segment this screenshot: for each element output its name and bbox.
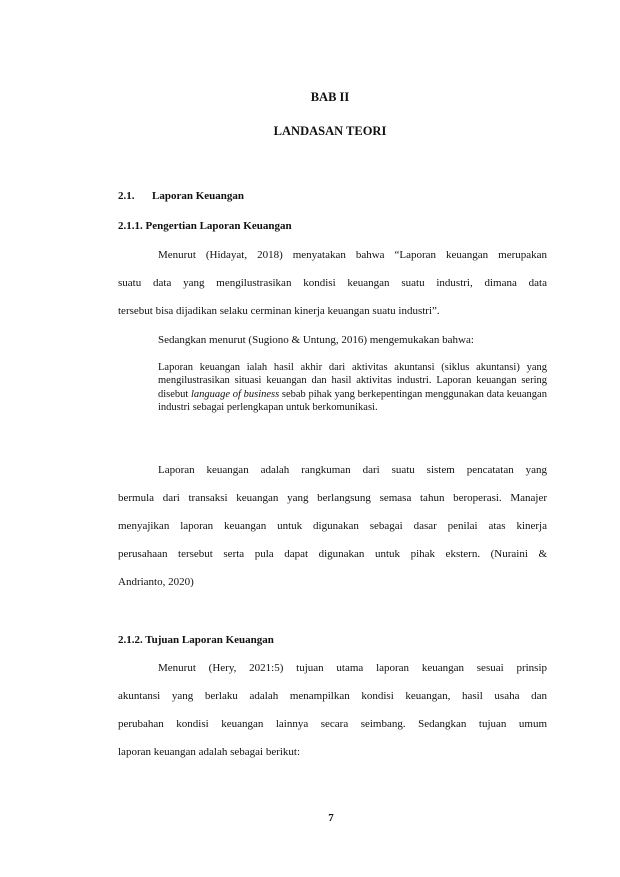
paragraph-3-line-1: Laporan keuangan adalah rangkuman dari suatu sistem pencatatan yang [158,464,547,476]
quote-italic-term: language of business [191,388,280,400]
section-number: 2.1. [118,190,135,202]
quote-text-start: Laporan keuangan ialah hasil akhir dari aktivitas akuntansi (siklus akuntansi) yang mengilustrasikan situasi keuangan dan hasil aktivitas industri. Laporan keuangan sering disebut [158,362,547,400]
paragraph-4-line-2: akuntansi yang berlaku adalah menampilkan kondisi keuangan, hasil usaha dan [118,690,547,702]
paragraph-1-line-1: Menurut (Hidayat, 2018) menyatakan bahwa “Laporan keuangan merupakan [158,249,547,261]
paragraph-3-line-5: Andrianto, 2020) [118,576,194,588]
paragraph-1-line-3: tersebut bisa dijadikan selaku cerminan kinerja keuangan suatu industri”. [118,305,440,317]
paragraph-3-line-2: bermula dari transaksi keuangan yang berlangsung semasa tahun beroperasi. Manajer [118,492,547,504]
paragraph-4-line-1: Menurut (Hery, 2021:5) tujuan utama laporan keuangan sesuai prinsip [158,662,547,674]
chapter-title: LANDASAN TEORI [273,124,387,138]
paragraph-3-line-4: perusahaan tersebut serta pula dapat digunakan untuk pihak ekstern. (Nuraini & [118,548,547,560]
subsection-heading-2: 2.1.2. Tujuan Laporan Keuangan [118,634,274,646]
paragraph-4-line-3: perubahan kondisi keuangan lainnya secara seimbang. Sedangkan tujuan umum [118,718,547,730]
section-heading [118,190,244,202]
page-number: 7 [328,812,334,824]
block-quote [158,361,547,414]
paragraph-3-line-3: menyajikan laporan keuangan untuk digunakan sebagai dasar penilai atas kinerja [118,520,547,532]
quote-text-end: sebab pihak yang berkepentingan menggunakan data keuangan industri sebagai perlengkapan untuk berkomunikasi. [158,388,547,413]
paragraph-4-line-4: laporan keuangan adalah sebagai berikut: [118,746,301,758]
subsection-heading-1: 2.1.1. Pengertian Laporan Keuangan [118,220,292,232]
paragraph-1-line-2: suatu data yang mengilustrasikan kondisi keuangan suatu industri, dimana data [118,277,547,289]
paragraph-2: Sedangkan menurut (Sugiono & Untung, 2016) mengemukakan bahwa: [158,334,474,346]
section-title: Laporan Keuangan [152,190,244,202]
chapter-label: BAB II [310,90,350,104]
